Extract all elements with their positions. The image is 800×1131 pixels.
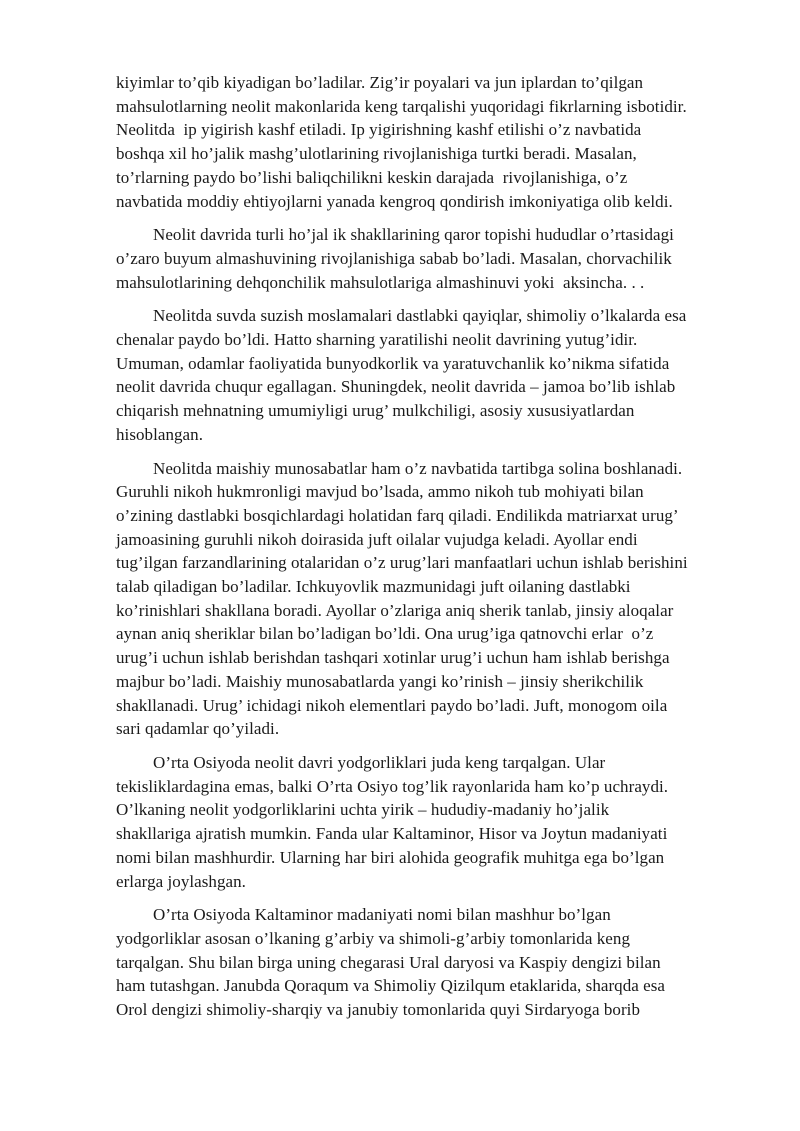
document-body	[116, 71, 744, 1032]
paragraph-line: navbatida moddiy ehtiyojlarni yanada kengroq qondirish imkoniyatiga olib keldi.	[116, 191, 673, 211]
paragraph-line: urug’i uchun ishlab berishdan tashqari xotinlar urug’i uchun ham ishlab berishga	[116, 648, 670, 668]
paragraph-line: tug’ilgan farzandlarining otalaridan o’z urug’lari manfaatlari uchun ishlab berishini	[116, 553, 688, 573]
paragraph-line: shakllanadi. Urug’ ichidagi nikoh elementlari paydo bo’ladi. Juft, monogom oila	[116, 695, 668, 715]
paragraph-line: Orol dengizi shimoliy-sharqiy va janubiy tomonlarida quyi Sirdaryoga borib	[116, 1000, 640, 1020]
paragraph-line: o’zaro buyum almashuvining rivojlanishiga sabab bo’ladi. Masalan, chorvachilik	[116, 248, 672, 268]
paragraph-5	[116, 751, 744, 893]
paragraph-line: hisoblangan.	[116, 424, 204, 444]
paragraph-2	[116, 223, 744, 294]
paragraph-line: Guruhli nikoh hukmronligi mavjud bo’lsada, ammo nikoh tub mohiyati bilan	[116, 482, 644, 502]
paragraph-line: to’rlarning paydo bo’lishi baliqchilikni keskin darajada rivojlanishiga, o’z	[116, 167, 628, 187]
paragraph-line: mahsulotlarining dehqonchilik mahsulotlariga almashinuvi yoki aksincha. . .	[116, 272, 645, 292]
paragraph-line: Neolitda ip yigirish kashf etiladi. Ip yigirishning kashf etilishi o’z navbatida	[116, 120, 642, 140]
paragraph-line: sari qadamlar qo’yiladi.	[116, 719, 280, 739]
paragraph-line: chiqarish mehnatning umumiyligi urug’ mulkchiligi, asosiy xususiyatlardan	[116, 401, 635, 421]
paragraph-line: tarqalgan. Shu bilan birga uning chegarasi Ural daryosi va Kaspiy dengizi bilan	[116, 952, 661, 972]
paragraph-line: O’lkaning neolit yodgorliklarini uchta yirik – hududiy-madaniy ho’jalik	[116, 800, 610, 820]
paragraph-4	[116, 457, 744, 741]
paragraph-line: chenalar paydo bo’ldi. Hatto sharning yaratilishi neolit davrining yutug’idir.	[116, 330, 638, 350]
paragraph-line: shakllariga ajratish mumkin. Fanda ular Kaltaminor, Hisor va Joytun madaniyati	[116, 824, 668, 844]
paragraph-6	[116, 903, 744, 1022]
paragraph-line: talab qiladigan bo’ladilar. Ichkuyovlik mazmunidagi juft oilaning dastlabki	[116, 577, 631, 597]
paragraph-line: o’zining dastlabki bosqichlardagi holatidan farq qiladi. Endilikda matriarxat urug’	[116, 505, 679, 525]
paragraph-line: kiyimlar to’qib kiyadigan bo’ladilar. Zig’ir poyalari va jun iplardan to’qilgan	[116, 73, 644, 92]
paragraph-line: ko’rinishlari shakllana boradi. Ayollar o’zlariga aniq sherik tanlab, jinsiy aloqalar	[116, 600, 674, 620]
paragraph-1	[116, 71, 744, 213]
paragraph-line: tekisliklardagina emas, balki O’rta Osiyo tog’lik rayonlarida ham ko’p uchraydi.	[116, 776, 669, 796]
paragraph-line: ham tutashgan. Janubda Qoraqum va Shimoliy Qizilqum etaklarida, sharqda esa	[116, 976, 666, 996]
paragraph-line: O’rta Osiyoda neolit davri yodgorliklari juda keng tarqalgan. Ular	[153, 752, 606, 772]
paragraph-line: boshqa xil ho’jalik mashg’ulotlarining rivojlanishiga turtki beradi. Masalan,	[116, 144, 637, 164]
paragraph-line: yodgorliklar asosan o’lkaning g’arbiy va shimoli-g’arbiy tomonlarida keng	[116, 928, 630, 948]
paragraph-line: Umuman, odamlar faoliyatida bunyodkorlik va yaratuvchanlik ko’nikma sifatida	[116, 353, 670, 373]
paragraph-line: majbur bo’ladi. Maishiy munosabatlarda yangi ko’rinish – jinsiy sherikchilik	[116, 671, 644, 691]
paragraph-line: Neolit davrida turli ho’jal ik shakllarining qaror topishi hududlar o’rtasidagi	[153, 225, 674, 245]
paragraph-line: Neolitda suvda suzish moslamalari dastlabki qayiqlar, shimoliy o’lkalarda esa	[153, 306, 687, 326]
paragraph-line: jamoasining guruhli nikoh doirasida juft oilalar vujudga keladi. Ayollar endi	[116, 529, 638, 549]
paragraph-line: aynan aniq sheriklar bilan bo’ladigan bo’ldi. Ona urug’iga qatnovchi erlar o’z	[116, 624, 654, 644]
paragraph-line: Neolitda maishiy munosabatlar ham o’z navbatida tartibga solina boshlanadi.	[153, 458, 683, 478]
paragraph-line: neolit davrida chuqur egallagan. Shuningdek, neolit davrida – jamoa bo’lib ishlab	[116, 377, 676, 397]
paragraph-line: erlarga joylashgan.	[116, 871, 246, 891]
paragraph-line: mahsulotlarning neolit makonlarida keng tarqalishi yuqoridagi fikrlarning isbotidir.	[116, 96, 687, 116]
paragraph-line: nomi bilan mashhurdir. Ularning har biri alohida geografik muhitga ega bo’lgan	[116, 847, 665, 867]
paragraph-line: O’rta Osiyoda Kaltaminor madaniyati nomi bilan mashhur bo’lgan	[153, 905, 611, 925]
paragraph-3	[116, 304, 744, 446]
